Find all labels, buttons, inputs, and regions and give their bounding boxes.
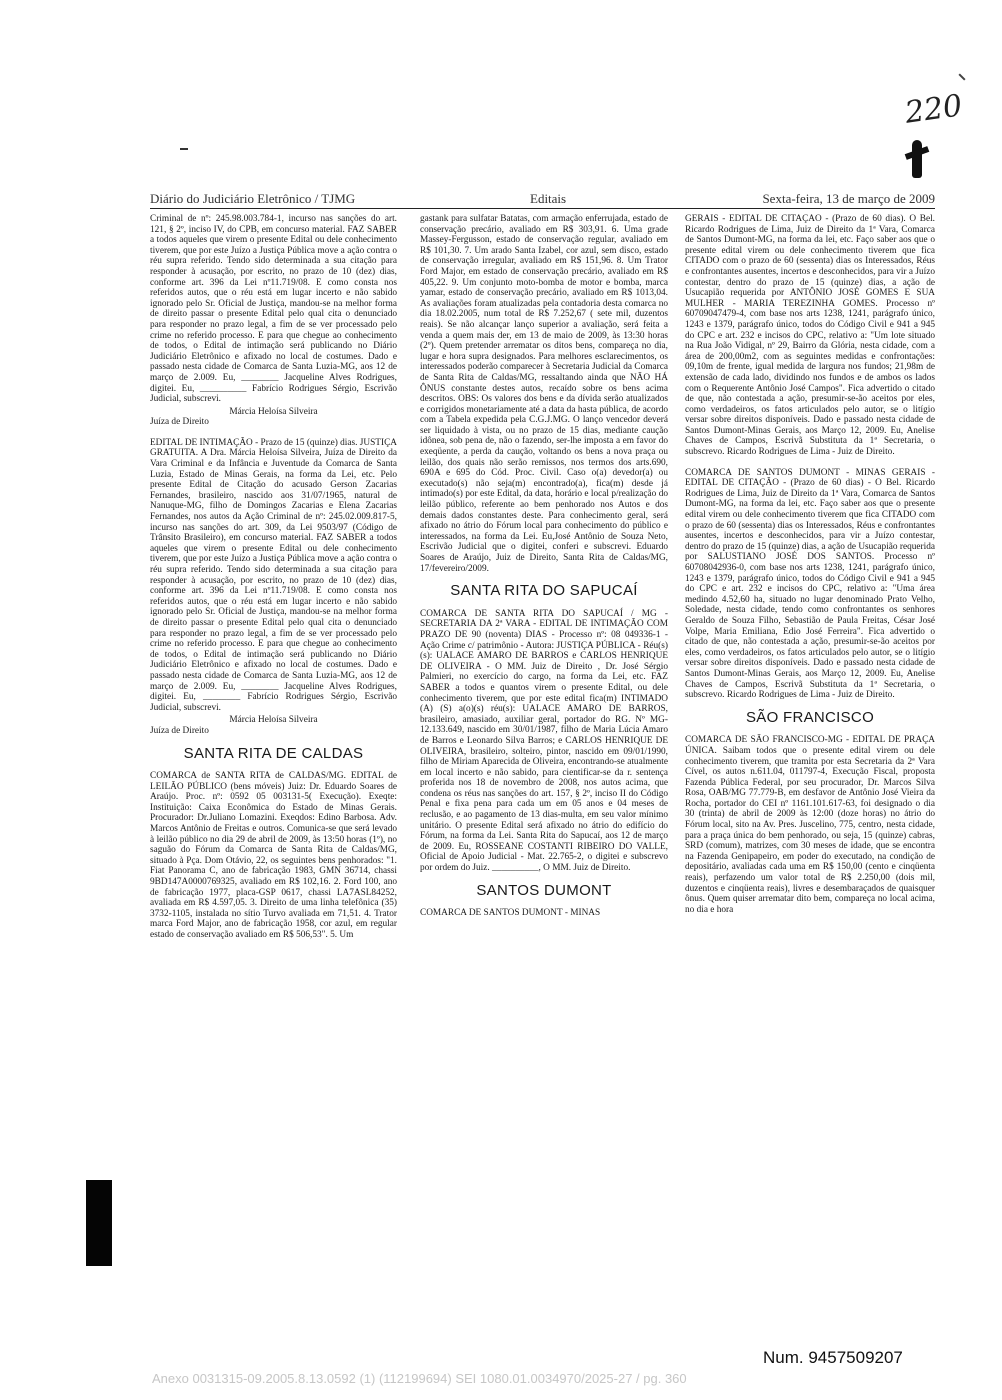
section-heading: SÃO FRANCISCO [745,708,875,726]
signature-role: Juíza de Direito [150,417,209,428]
stray-mark [180,148,188,150]
section-title: Editais [530,191,567,206]
signature-role: Juíza de Direito [150,725,209,736]
handwritten-page-number: 220 [902,88,965,131]
column-right [685,214,935,1276]
ink-blot-icon [912,140,922,178]
edital-text: COMARCA DE SANTOS DUMONT - MINAS [420,908,601,919]
column-left [150,214,397,1276]
publication-date: Sexta-feira, 13 de março de 2009 [762,191,935,206]
document-number: Num. 9457509207 [763,1348,903,1367]
edital-text: gastank para sulfatar Batatas, com armação enferrujada, estado de conservação precário, avaliado em R$ 303,91. 6. Uma grade Massey-Fergusson, estado de conservação regular, avaliado em R$ 101,30. 7. Um arado Santa Izabel, cor azul, sem disco, estado de conservação irregular, avaliado em R$ 151,96. 8. Um Trator Ford Major, em estado de conservação precário, avaliado em R$ 405,22. 9. Um conjunto moto-bomba de motor e bomba, marca yamar, estado de conservação precário, avaliado em R$ 1013,04. As avaliações foram atualizadas pela contadoria desta comarca no dia 18.02.2005, num total de R$ 7.252,67 ( sete mil, duzentos reais). Se não alcançar lanço superior a avaliação, será feita a venda a quem mais der, em 13 de maio de 2009, às 13:30 horas (2º). Quem pretender arrematar os ditos bens, compareça no dia, lugar e hora supra designados. Para melhores esclarecimentos, os interessados poderão comparecer à Secretaria Judicial da Comarca de Santa Rita de Caldas/MG, ressaltando ainda que NÃO HÁ ÔNUS constante destes autos, recaído sobre os bens acima descritos. OBS: Os valores dos bens e da dívida serão atualizados e corrigidos monetariamente até a data da hasta pública, de acordo com a Tabela expedida pela C.G.J.MG. O lanço vencedor deverá ser liquidado à vista, ou no prazo de 15 dias, mediante caução idônea, sob pena de, não o fazendo, ser-lhe imposta a em favor do exeqüente, a perda da caução, voltando os bens a nova praça ou leilão, dos quais não serão remissos, nos termos dos arts.690, 690A e 695 do Cód. Proc. Civil. Caso o(a) devedor(a) ou executado(s) não seja(m) encontrado(a), fica(m) desde já intimado(s) por este Edital, da data, horário e local p/realização do leilão público, referente ao bem penhorado nos Autos e dos demais dados constantes deste. Para conhecimento geral, será afixado no átrio do Fórum local para conhecimento do público e interessados, na forma da Lei. Eu,José Antônio de Souza Neto, Escrivão Judicial que o digitei, conferi e subscrevi. Eduardo Soares de Araújo, Juiz de Direito, Santa Rita de Caldas/MG, 17/fevereiro/2009. [420,214,668,574]
gazette-header [150,190,935,209]
edital-text: EDITAL DE INTIMAÇÃO - Prazo de 15 (quinze) dias. JUSTIÇA GRATUITA. A Dra. Márcia Heloísa Silveira, Juíza de Direito da Vara Criminal e da Infância e Juventude da Comarca de Santa Luzia, Estado de Minas Gerais, na forma da Lei, etc. Pelo presente Edital de Citação do acusado Gerson Zacarias Fernandes, brasileiro, nascido aos 31/07/1965, natural de Nanuque-MG, filho de Domingos Zacarias e Elena Zacarias Fernandes, nos autos da Ação Criminal de nº: 245.02.009.817-5, incurso nas sanções do art. 309, da Lei 9503/97 (Código de Trânsito Brasileiro), em concurso material. FAZ SABER a todos aqueles que virem o presente Edital ou dele conhecimento tiverem, que por este Juízo a Justiça Pública move a ação contra o réu supra referido. Tendo sido determinada a sua citação para responder à acusação, por escrito, no prazo de 10 (dez) dias, conforme art. 396 da Lei nº11.719/08. E como consta nos referidos autos, que o réu está em lugar incerto e não sabido ignorado pelo Sr. Oficial de Justiça, mandou-se na melhor forma de direito passar o presente Edital pelo qual cita o denunciado para responder no prazo legal, a fim de se ver processado pelo crime no referido processo. E para que chegue ao conhecimento de todos, o Edital de intimação será publicando no Diário Judiciário Eletrônico e afixado no local de costumes. Dado e passado nesta cidade de Comarca de Santa Luzia-MG, aos 12 de março de 2.009. Eu, ________ Jacqueline Alves Rodrigues, digitei. Eu, ________ Fabrício Rodrigues Sérgio, Escrivão Judicial, subscrevi. [150,437,397,713]
edital-text: COMARCA de SANTA RITA de CALDAS/MG. EDITAL de LEILÃO PÚBLICO (bens móveis) Juiz: Dr. Eduardo Soares de Araújo. Proc. nº: 0592 05 003131-5( Execução). Exeqte: Instituição: Caixa Econômica do Estado de Minas Gerais. Procurador: Dr.Juliano Lomazini. Exeqdos: Edino Barbosa. Adv. Marcos Antônio de Freitas e outros. Comunica-se que será levado à leilão público no dia 29 de abril de 2009, às 13:50 horas (1º), no saguão do Fórum da Comarca de Santa Rita de Caldas/MG, situado à Pça. Dom Otávio, 22, os seguintes bens penhorados: "1. Fiat Panorama C, ano de fabricação 1983, GMN 36714, chassi 9BD147A0000769325, avaliado em R$ 102,16. 2. Ford 100, ano de fabricação 1977, placa-GSP 0617, chassi LA7ASL84252, avaliada em R$ 4.597,05. 3. Direito de uma linha telefônica (35) 3732-1105, instalada no sítio Turvo avaliada em 71,51. 4. Trator marca Ford Major, ano de fabricação 1958, cor azul, em regular estado de conservação avaliado em R$ 506,53". 5. Um [150,771,397,940]
edital-text: COMARCA DE SÃO FRANCISCO-MG - EDITAL DE PRAÇA ÚNICA. Saibam todos que o presente edital virem ou dele conhecimento tiverem, que tramita por esta Secretaria da 2ª Vara Cível, os autos n.611.04, 011797-4, Execução Fiscal, proposta Fazenda Pública Federal, por seu procurador, Dr. Marcos Silva Rosa, OAB/MG 77.779-B, em desfavor de Antônio José Vieira da Rocha, portador do CEI nº 1161.101.617-63, foi designado o dia 30 (trinta) de abril de 2009 às 12:00 (doze horas) no átrio do Fórum local, sito na Av. Pres. Juscelino, 775, centro, nesta cidade, para a praça única do bem penhorado, ou seja, 15 (quinze) cabras, SRD (comum), matrizes, com 30 meses de idade, que se encontra na Fazenda Genipapeiro, em poder do executado, na condição de depositário, avaliadas cada uma em R$ 150,00 (cento e cinqüenta reais), perfazendo um valor total de R$ 2.250,00 (dois mil, duzentos e cinqüenta reais), livres e desembaraçados de quaisquer ônus. Quem quiser arrematar dito bem, compareça no local acima, no dia e hora [685,735,935,915]
edital-text: COMARCA DE SANTOS DUMONT - MINAS GERAIS - EDITAL DE CITAÇÃO - (Prazo de 60 dias) - O Bel. Ricardo Rodrigues de Lima, Juiz de Direito da 1ª Vara, Comarca de Santos Dumont-MG, na forma da lei, etc. Faço saber aos que o presente edital virem ou dele conhecimento tiverem que fica CITADO com o prazo de 60 (sessenta) dias os Interessados, Réus e confrontantes ausentes, incertos e desconhecidos, para vir a Juízo contestar, dentro do prazo de 15 (quinze) dias, a ação de Usucapião requerida por SALUSTIANO JOSÉ DOS SANTOS. Processo nº 60708042936-0, com base nos arts 1238, 1241, parágrafo único, 1243 e 1379, parágrafo único, todos do Código Civil e 941 a 945 do CPC e art. 232 e incisos do CPC, relativo a: "Uma área medindo 4.52,60 ha, situado no lugar denominado Prato Velho, Soledade, nesta cidade, tendo como confrontantes os senhores Geraldo de Souza Filho, Sebastião de Paula Freitas, César José Volpe, Maria Emiliana, Edio José Ferreira". Fica advertido o citado de que, não contestada a ação, presumir-se-ão aceitos por eles, como verdadeiros, os fatos articulados pelo autor, se o litígio versar sobre direitos disponíveis. Dado e passado nesta cidade de Santos Dumont-Minas Gerais, aos Março 12, 2009. Eu, Anelise Chaves de Campos, Escrivã Substituta da 1ª Secretaria, o subscrevo. Ricardo Rodrigues de Lima - Juiz de Direito. [685,467,935,701]
page-corner-mark [958,73,965,80]
edital-text: Criminal de nº: 245.98.003.784-1, incurso nas sanções do art. 121, § 2º, inciso IV, do CPB, em concurso material. FAZ SABER a todos aqueles que virem o presente Edital ou dele conhecimento tiverem, que por este Juízo a Justiça Pública move a ação contra o réu supra referido. Tendo sido determinada a sua citação para responder à acusação, por escrito, no prazo de 10 (dez) dias, conforme art. 396 da Lei nº11.719/08. E como consta nos referidos autos, que o réu está em lugar incerto e não sabido ignorado pelo Sr. Oficial de Justiça, mandou-se na melhor forma de direito passar o presente Edital pelo qual cita o denunciado para responder no prazo legal, a fim de se ver processado pelo crime no referido processo. E para que chegue ao conhecimento de todos, o Edital de intimação será publicando no Diário Judiciário Eletrônico e afixado no local de costumes. Dado e passado nesta cidade de Comarca de Santa Luzia-MG, aos 12 de março de 2.009. Eu, ________ Jacqueline Alves Rodrigues, digitei. Eu, __________ Fabrício Rodrigues Sérgio, Escrivão Judicial, subscrevi. [150,214,397,405]
section-heading: SANTOS DUMONT [476,881,612,899]
redaction-bar [86,1180,112,1266]
annex-stamp: Anexo 0031315-09.2005.8.13.0592 (1) (112199694) SEI 1080.01.0034970/2025-27 / pg. 360 [152,1371,687,1386]
edital-text: GERAIS - EDITAL DE CITAÇÃO - (Prazo de 60 dias). O Bel. Ricardo Rodrigues de Lima, Juiz de Direito da 1ª Vara, Comarca de Santos Dumont-MG, na forma da lei, etc. Faço saber aos que o presente edital virem ou dele conhecimento tiverem que fica CITADO com o prazo de 60 (sessenta) dias os Interessados, Réus e confrontantes ausentes, incertos e desconhecidos, para vir a Juízo contestar, dentro do prazo de 15 (quinze) dias, a ação de Usucapião requerida por ANTÔNIO JOSÉ GOMES E SUA MULHER - MARIA TEREZINHA GOMES. Processo nº 60709047479-4, com base nos arts 1238, 1241, parágrafo único, 1243 e 1379, parágrafo único, todos do Código Civil e 941 a 945 do CPC e art. 232 e incisos do CPC, relativo a: "Um lote situado na Rua João Vidigal, nº 29, Bairro da Glória, nesta cidade, com a área de 200,00m2, com as seguintes medidas e confrontações: 09,10m de frente, igual medida de largura nos fundos; 21,98m de extensão de cada lado, dividindo nos fundos e de ambos os lados com o Requerente Antônio José Campos". Fica advertido o citado de que, não contestada a ação, presumir-se-ão aceitos por eles, como verdadeiros, os fatos articulados pelo autor, se o litígio versar sobre direitos disponíveis. Dado e passado nesta cidade de Santos Dumont-Minas Gerais, aos Março 12, 2009. Eu, Anelise Chaves de Campos, Escrivã Substituta da 1ª Secretaria, o subscrevo. Ricardo Rodrigues de Lima - Juiz de Direito. [685,214,935,458]
signature-name: Márcia Heloísa Silveira [229,715,318,726]
section-heading: SANTA RITA DO SAPUCAÍ [450,582,638,600]
gazette-title: Diário do Judiciário Eletrônico / TJMG [150,191,356,206]
signature-name: Márcia Heloísa Silveira [229,406,318,417]
edital-text: COMARCA DE SANTA RITA DO SAPUCAÍ / MG - SECRETARIA DA 2ª VARA - EDITAL DE INTIMAÇÃO COM PRAZO DE 90 (noventa) DIAS - Processo nº: 08 049336-1 - Ação Crime c/ patrimônio - Autora: JUSTIÇA PÚBLICA - Réu(s)(s): UALACE AMARO DE BARROS e CARLOS HENRIQUE DE OLIVEIRA - O MM. Juiz de Direito , Dr. José Sérgio Palmieri, no exercício do cargo, na forma da Lei, etc. FAZ SABER a todos e quantos virem o presente Edital, ou dele conhecimento tiverem, que por este edital fica(m) INTIMADO (A) (S) a(o)(s) réu(s): UALACE AMARO DE BARROS, brasileiro, amasiado, auxiliar geral, portador do RG. Nº MG-12.133.649, nascido em 30/01/1987, filho de Maria Lúcia Amaro de Barros e Leonardo Silva Barros; e CARLOS HENRIQUE DE OLIVEIRA, brasileiro, solteiro, pintor, nascido em 09/01/1990, filho de Miriam Aparecida de Oliveira, encontrando-se atualmente em local incerto e não sabido, para cientificar-se da r. sentença proferida nos 18 de novembro de 2008, nos autos acima, que condena os réus nas sanções do art. 157, § 2º, inciso II do Código Penal e fixa pena para cada um em 05 anos e 04 meses de reclusão, e ao pagamento de 13 dias-multa, em seu valor mínimo unitário. O presente Edital será afixado no átrio do edifício do Fórum, na forma da Lei. Santa Rita do Sapucaí, aos 12 de março de 2009. Eu, ROSSEANE COSTANTI RIBEIRO DO VALLE, Oficial de Apoio Judicial - Mat. 22.765-2, o digitei e subscrevo por ordem do Juiz. __________, O MM. Juiz de Direito. [420,608,668,874]
column-middle [420,214,668,1276]
section-heading: SANTA RITA DE CALDAS [183,744,364,762]
